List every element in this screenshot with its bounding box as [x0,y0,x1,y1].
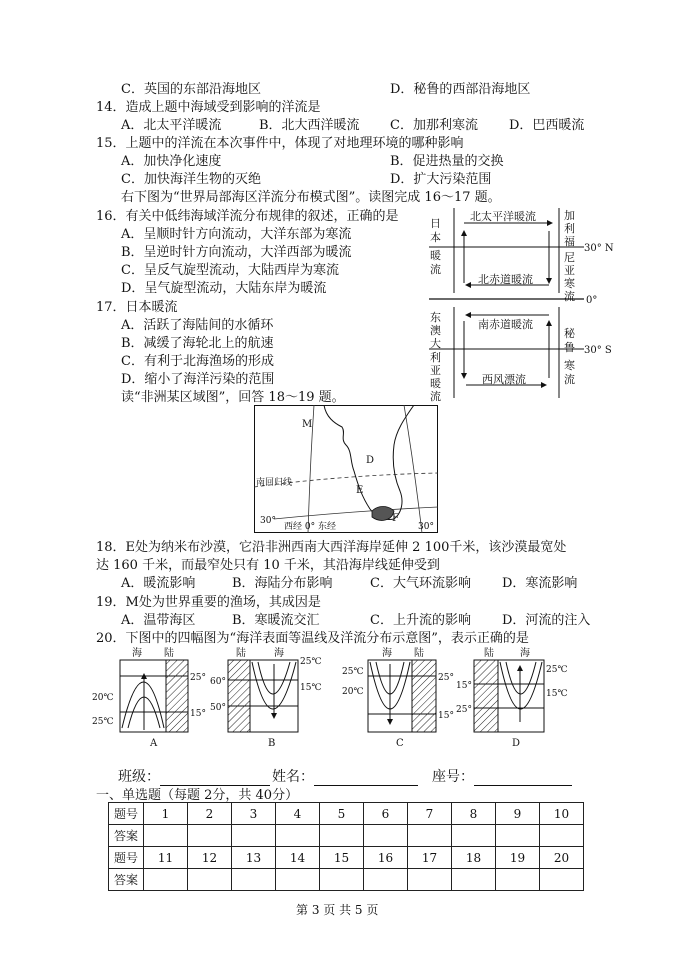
label-m: M [302,419,313,430]
label-south-equatorial: 南赤道暖流 [478,318,533,331]
svg-text:15°: 15° [438,711,454,721]
label-east-australia-current [430,311,441,403]
q18-option-c: C．大气环流影响 [370,576,471,591]
svg-text:D: D [512,738,521,748]
svg-text:亚: 亚 [564,264,575,277]
q16-option-d: D．呈气旋型流动，大陆东岸为暖流 [121,281,327,296]
q15-option-c: C．加快海洋生物的灭绝 [121,172,261,187]
svg-text:大: 大 [430,337,441,350]
svg-text:流: 流 [564,290,575,303]
section-title: 一、单选题（每题 2分，共 40分） [96,788,299,803]
svg-text:A: A [150,738,158,748]
q16-option-a: A．呈顺时针方向流动，大洋东部为寒流 [121,227,352,242]
svg-text:流: 流 [564,373,575,386]
q16-option-b: B．呈逆时针方向流动，大洋西部为暖流 [121,245,352,260]
svg-text:暖: 暖 [430,377,441,390]
intro-18-19: 读“非洲某区域图”，回答 18～19 题。 [121,390,345,405]
q15-option-d: D．扩大污染范围 [390,172,492,187]
svg-text:25℃: 25℃ [300,657,322,667]
class-field[interactable] [118,766,270,786]
q17-stem: 17．日本暖流 [96,300,178,315]
q17-option-c: C．有利于北海渔场的形成 [121,354,274,369]
label-tropic: 南回归线 [256,478,293,488]
label-north-equatorial: 北赤道暖流 [478,273,533,286]
q18-stem-line2: 达 160 千米，而最窄处只有 10 千米，其沿海岸线延伸受到 [96,558,440,573]
q20-stem: 20．下图中的四幅图为“海洋表面等温线及洋流分布示意图”，表示正确的是 [96,631,529,646]
africa-region-map [254,405,438,533]
label-e: E [356,485,364,496]
svg-text:澳: 澳 [430,324,441,337]
svg-text:暖: 暖 [430,249,441,262]
svg-text:海: 海 [382,648,392,659]
q14-option-a: A．北太平洋暖流 [121,118,222,133]
q19-option-b: B．寒暖流交汇 [232,613,320,628]
svg-text:25℃: 25℃ [92,717,114,727]
table-row: 答案 [109,869,584,891]
seat-field[interactable] [432,766,572,786]
q13-option-c: C．英国的东部沿海地区 [121,82,261,97]
svg-text:25°: 25° [190,673,206,683]
svg-text:秘: 秘 [564,327,575,340]
q18-option-d: D．寒流影响 [502,576,578,591]
isotherm-diagrams [92,646,592,748]
q16-option-c: C．呈反气旋型流动，大陆西岸为寒流 [121,263,339,278]
page-footer: 第 3 页 共 5 页 [296,903,379,917]
q14-option-c: C．加那利寒流 [390,118,478,133]
q15-option-a: A．加快净化速度 [121,154,222,169]
svg-text:陆: 陆 [484,648,494,659]
svg-text:25℃: 25℃ [546,665,568,675]
q15-option-b: B．促进热量的交换 [390,154,504,169]
name-field[interactable] [272,766,418,786]
q15-stem: 15．上题中的洋流在本次事件中，体现了对地理环境的哪种影响 [96,136,464,151]
table-row: 题号 1 2 3 4 5 6 7 8 9 10 [109,803,584,825]
label-lat-0: 0° [586,295,598,306]
label-peru-current [564,327,576,386]
svg-text:鲁: 鲁 [564,341,575,354]
svg-text:利: 利 [564,222,575,235]
label-lat-30s: 30° S [584,345,612,356]
svg-text:B: B [268,738,276,748]
label-d: D [366,455,375,466]
svg-text:东: 东 [430,311,441,324]
svg-text:利: 利 [430,351,441,364]
label-west-wind-drift: 西风漂流 [482,373,526,386]
svg-text:海: 海 [132,648,142,659]
q14-option-d: D．巴西暖流 [509,118,585,133]
q17-option-b: B．减缓了海轮北上的航速 [121,336,274,351]
q17-option-d: D．缩小了海洋污染的范围 [121,372,275,387]
name-label: 姓名： [272,769,314,785]
intro-16-17: 右下图为“世界局部海区洋流分布模式图”。读图完成 16～17 题。 [121,190,501,205]
q18-stem-line1: 18．E处为纳米布沙漠，它沿非洲西南大西洋海岸延伸 2 100千米，该沙漠最宽处 [96,540,567,555]
q19-option-d: D．河流的注入 [502,613,591,628]
svg-text:25°: 25° [438,673,454,683]
label-lon-30: 30° [418,522,434,532]
svg-text:25℃: 25℃ [342,667,364,677]
diagram-a [92,646,206,748]
q18-option-b: B．海陆分布影响 [232,576,333,591]
q19-option-a: A．温带海区 [121,613,196,628]
svg-text:寒: 寒 [564,359,575,372]
q19-stem: 19．M处为世界重要的渔场，其成因是 [96,595,321,610]
q18-option-a: A．暖流影响 [121,576,196,591]
svg-text:15°: 15° [456,681,472,691]
svg-text:C: C [396,738,404,748]
current-pattern-map [424,203,620,403]
svg-text:日: 日 [430,217,441,230]
diagram-b [210,646,322,748]
svg-text:亚: 亚 [430,364,441,377]
q16-stem: 16．有关中低纬海域洋流分布规律的叙述，正确的是 [96,209,399,224]
label-lat-30: 30° [260,516,276,526]
svg-text:陆: 陆 [414,648,424,659]
svg-text:流: 流 [430,263,441,276]
svg-text:陆: 陆 [236,648,246,659]
answer-table [108,802,584,891]
svg-text:本: 本 [430,231,441,244]
svg-text:50°: 50° [210,703,226,713]
q14-option-b: B．北大西洋暖流 [259,118,360,133]
svg-text:海: 海 [520,648,530,659]
diagram-d [456,646,568,748]
svg-text:25°: 25° [456,705,472,715]
q19-option-c: C．上升流的影响 [370,613,471,628]
q14-stem: 14．造成上题中海域受到影响的洋流是 [96,100,321,115]
label-north-pacific: 北太平洋暖流 [470,210,536,223]
label-california-current [564,208,575,303]
table-row: 答案 [109,825,584,847]
svg-text:加: 加 [564,209,575,222]
q17-option-a: A．活跃了海陆间的水循环 [121,318,274,333]
label-f: F [392,513,399,524]
svg-text:尼: 尼 [564,251,575,264]
svg-text:20℃: 20℃ [92,693,114,703]
svg-text:陆: 陆 [164,648,174,659]
svg-text:20℃: 20℃ [342,687,364,697]
table-row: 题号 11 12 13 14 15 16 17 18 19 20 [109,847,584,869]
svg-text:15°: 15° [190,709,206,719]
label-longitude: 西经 0° 东经 [284,522,336,532]
svg-text:15℃: 15℃ [300,683,322,693]
svg-text:海: 海 [274,648,284,659]
svg-text:流: 流 [430,390,441,403]
svg-text:福: 福 [564,235,575,248]
q13-option-d: D．秘鲁的西部沿海地区 [390,82,531,97]
svg-text:寒: 寒 [564,277,575,290]
seat-label: 座号： [432,769,474,785]
svg-text:15℃: 15℃ [546,689,568,699]
class-label: 班级： [118,769,160,785]
label-lat-30n: 30° N [584,243,614,254]
diagram-c [342,646,454,748]
svg-text:60°: 60° [210,677,226,687]
